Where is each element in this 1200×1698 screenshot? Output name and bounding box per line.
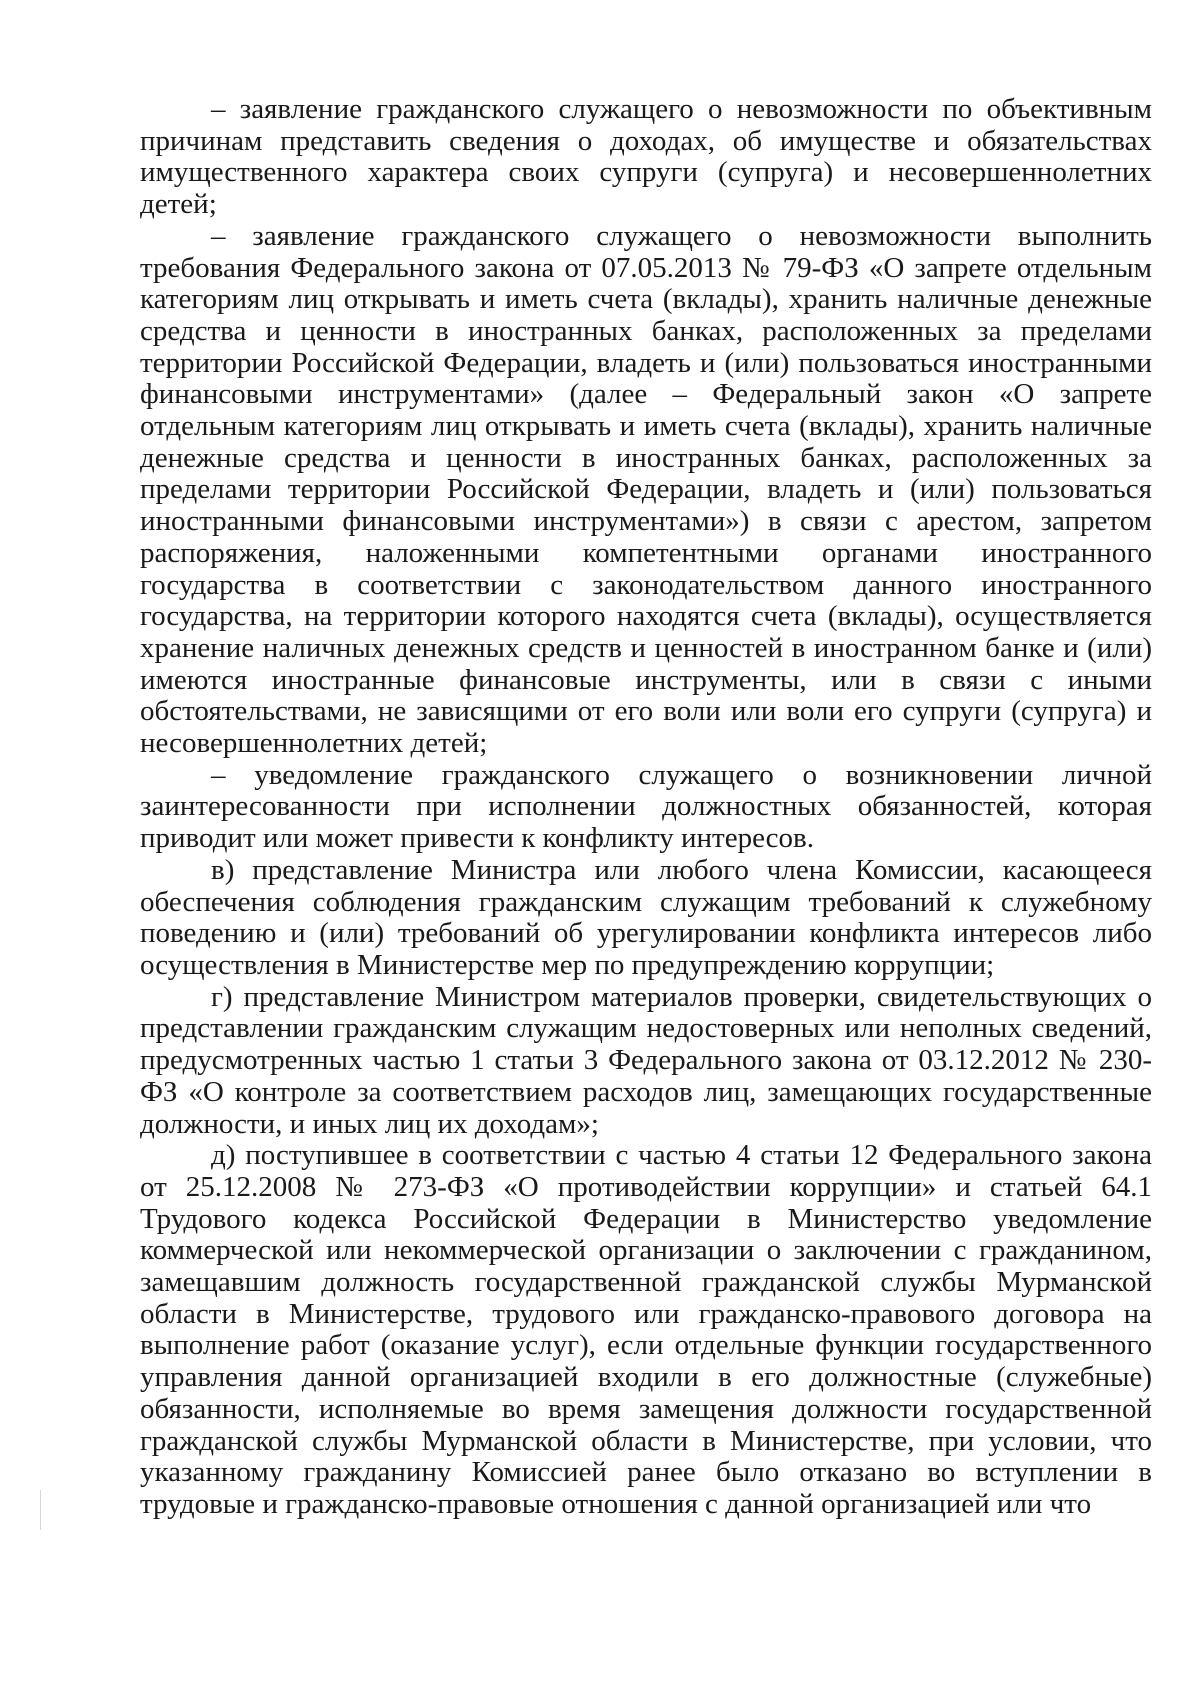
document-body (140, 94, 1152, 1521)
paragraph-item-notice-conflict: – уведомление гражданского служащего о возникновении личной заинтересованности при исполнении должностных обязанностей, которая приводит или может привести к конфликту интересов. (140, 758, 1152, 855)
paragraph-item-statement-income: – заявление гражданского служащего о невозможности по объективным причинам представить сведения о доходах, об имуществе и обязательствах имущественного характера своих супруги (супруга) и несовершеннолетних детей; (140, 93, 1152, 221)
paragraph-item-statement-foreign-accounts: – заявление гражданского служащего о невозможности выполнить требования Федерального закона от 07.05.2013 № 79-ФЗ «О запрете отдельным категориям лиц открывать и иметь счета (вклады), хранить наличные денежные средства и ценности в иностранных банках, расположенных за пределами территории Российской Федерации, владеть и (или) пользоваться иностранными финансовыми инструментами» (далее – Федеральный закон «О запрете отдельным категориям лиц открывать и иметь счета (вклады), хранить наличные денежные средства и ценности в иностранных банках, расположенных за пределами территории Российской Федерации, владеть и (или) пользоваться иностранными финансовыми инструментами») в связи с арестом, запретом распоряжения, наложенными компетентными органами иностранного государства в соответствии с законодательством данного иностранного государства, на территории которого находятся счета (вклады), осуществляется хранение наличных денежных средств и ценностей в иностранном банке и (или) имеются иностранные финансовые инструменты, или в связи с иными обстоятельствами, не зависящими от его воли или воли его супруги (супруга) и несовершеннолетних детей; (140, 219, 1152, 760)
paragraph-item-g: г) представление Министром материалов проверки, свидетельствующих о представлении гражданским служащим недостоверных или неполных сведений, предусмотренных частью 1 статьи 3 Федерального закона от 03.12.2012 № 230-ФЗ «О контроле за соответствием расходов лиц, замещающих государственные должности, и иных лиц их доходам»; (140, 980, 1152, 1140)
paragraph-item-d: д) поступившее в соответствии с частью 4 статьи 12 Федерального закона от 25.12.2008 № 273-ФЗ «О противодействии коррупции» и статьей 64.1 Трудового кодекса Российской Федерации в Министерство уведомление коммерческой или некоммерческой организации о заключении с гражданином, замещавшим должность государственной гражданской службы Мурманской области в Министерстве, трудового или гражданско-правового договора на выполнение работ (оказание услуг), если отдельные функции государственного управления данной организацией входили в его должностные (служебные) обязанности, исполняемые во время замещения должности государственной гражданской службы Мурманской области в Министерстве, при условии, что указанному гражданину Комиссией ранее было отказано во вступлении в трудовые и гражданско-правовые отношения с данной организацией или что (140, 1139, 1152, 1520)
scan-artifact (40, 1490, 41, 1530)
paragraph-item-v: в) представление Министра или любого члена Комиссии, касающееся обеспечения соблюдения гражданским служащим требований к служебному поведению и (или) требований об урегулировании конфликта интересов либо осуществления в Министерстве мер по предупреждению коррупции; (140, 853, 1152, 981)
